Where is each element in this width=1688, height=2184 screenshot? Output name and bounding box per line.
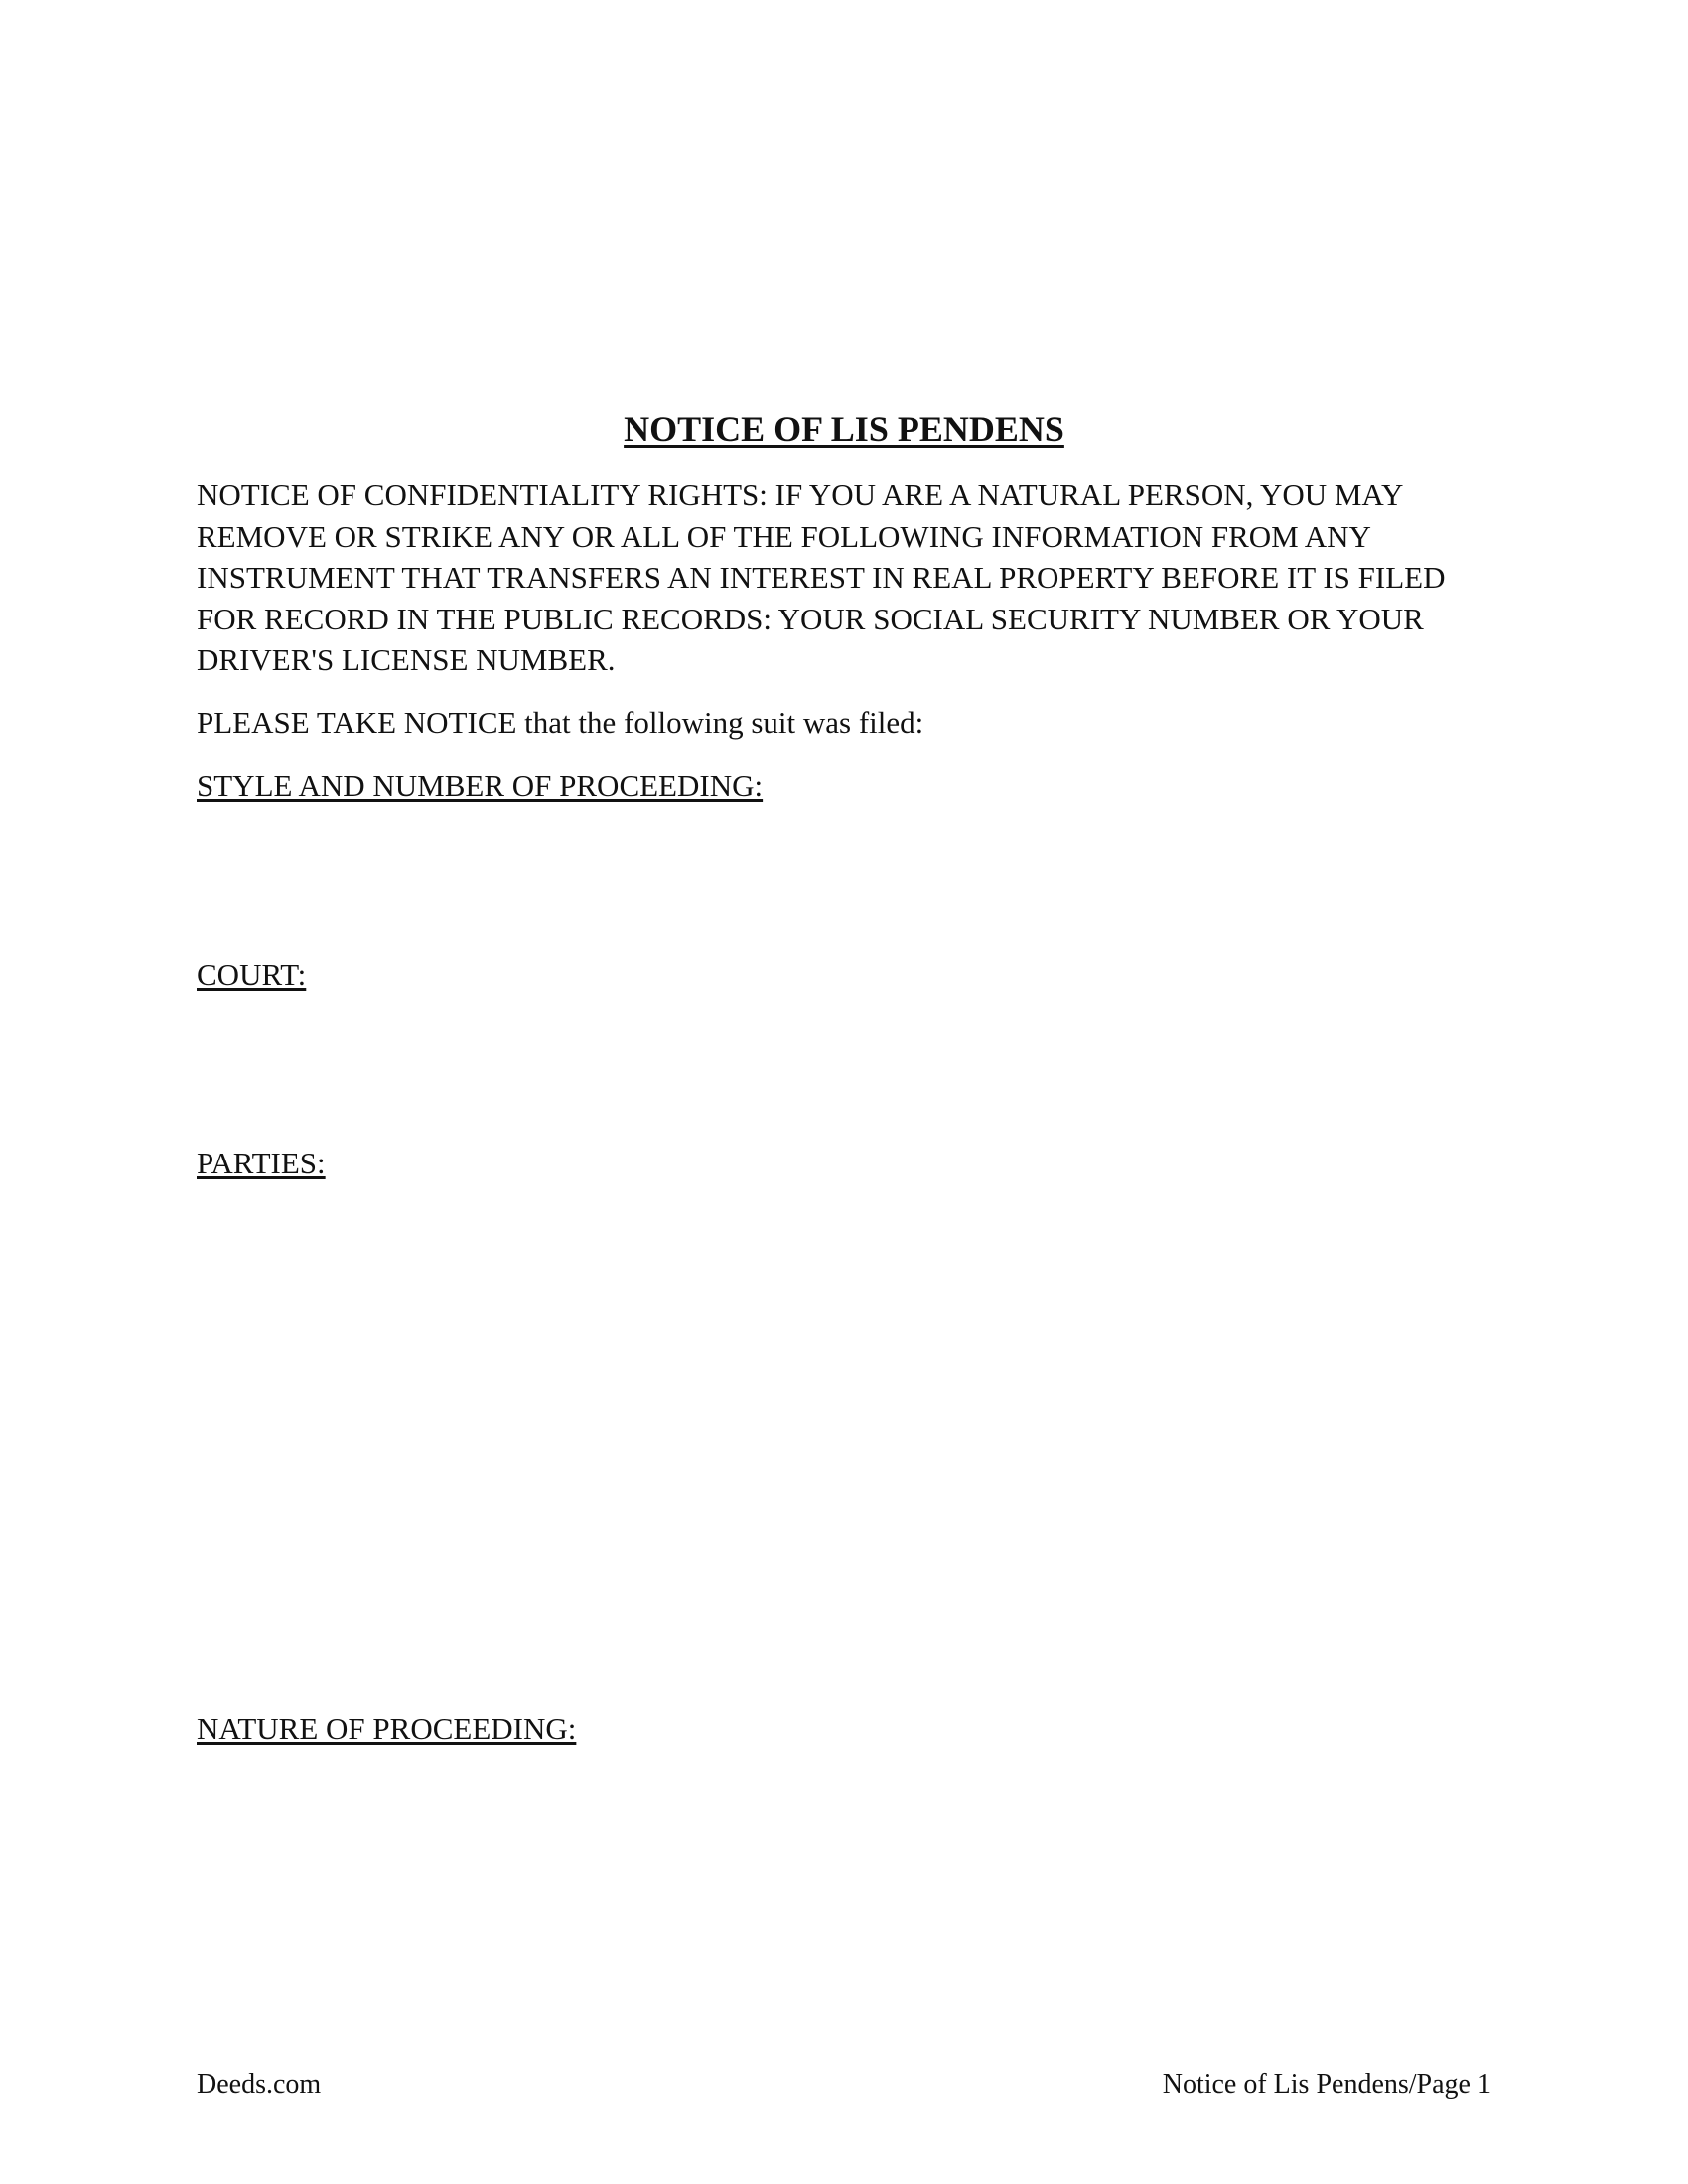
footer-source: Deeds.com: [197, 2069, 322, 2100]
nature-of-proceeding-label: NATURE OF PROCEEDING:: [197, 1711, 577, 1746]
document-title: NOTICE OF LIS PENDENS: [624, 409, 1064, 449]
notice-statement: PLEASE TAKE NOTICE that the following suit was filed:: [197, 705, 924, 740]
footer-page-label: Notice of Lis Pendens/Page 1: [1162, 2069, 1491, 2100]
confidentiality-notice: NOTICE OF CONFIDENTIALITY RIGHTS: IF YOU ARE A NATURAL PERSON, YOU MAY REMOVE OR STRIKE ANY OR ALL OF THE FOLLOWING INFORMATION FROM ANY INSTRUMENT THAT TRANSFERS AN INTEREST IN REAL PROPERTY BEFORE IT IS FILED FOR RECORD IN THE PUBLIC RECORDS: YOUR SOCIAL SECURITY NUMBER OR YOUR DRIVER'S LICENSE NUMBER.: [197, 478, 1446, 677]
style-and-number-label: STYLE AND NUMBER OF PROCEEDING:: [197, 768, 764, 803]
court-label: COURT:: [197, 957, 307, 992]
parties-label: PARTIES:: [197, 1146, 326, 1180]
